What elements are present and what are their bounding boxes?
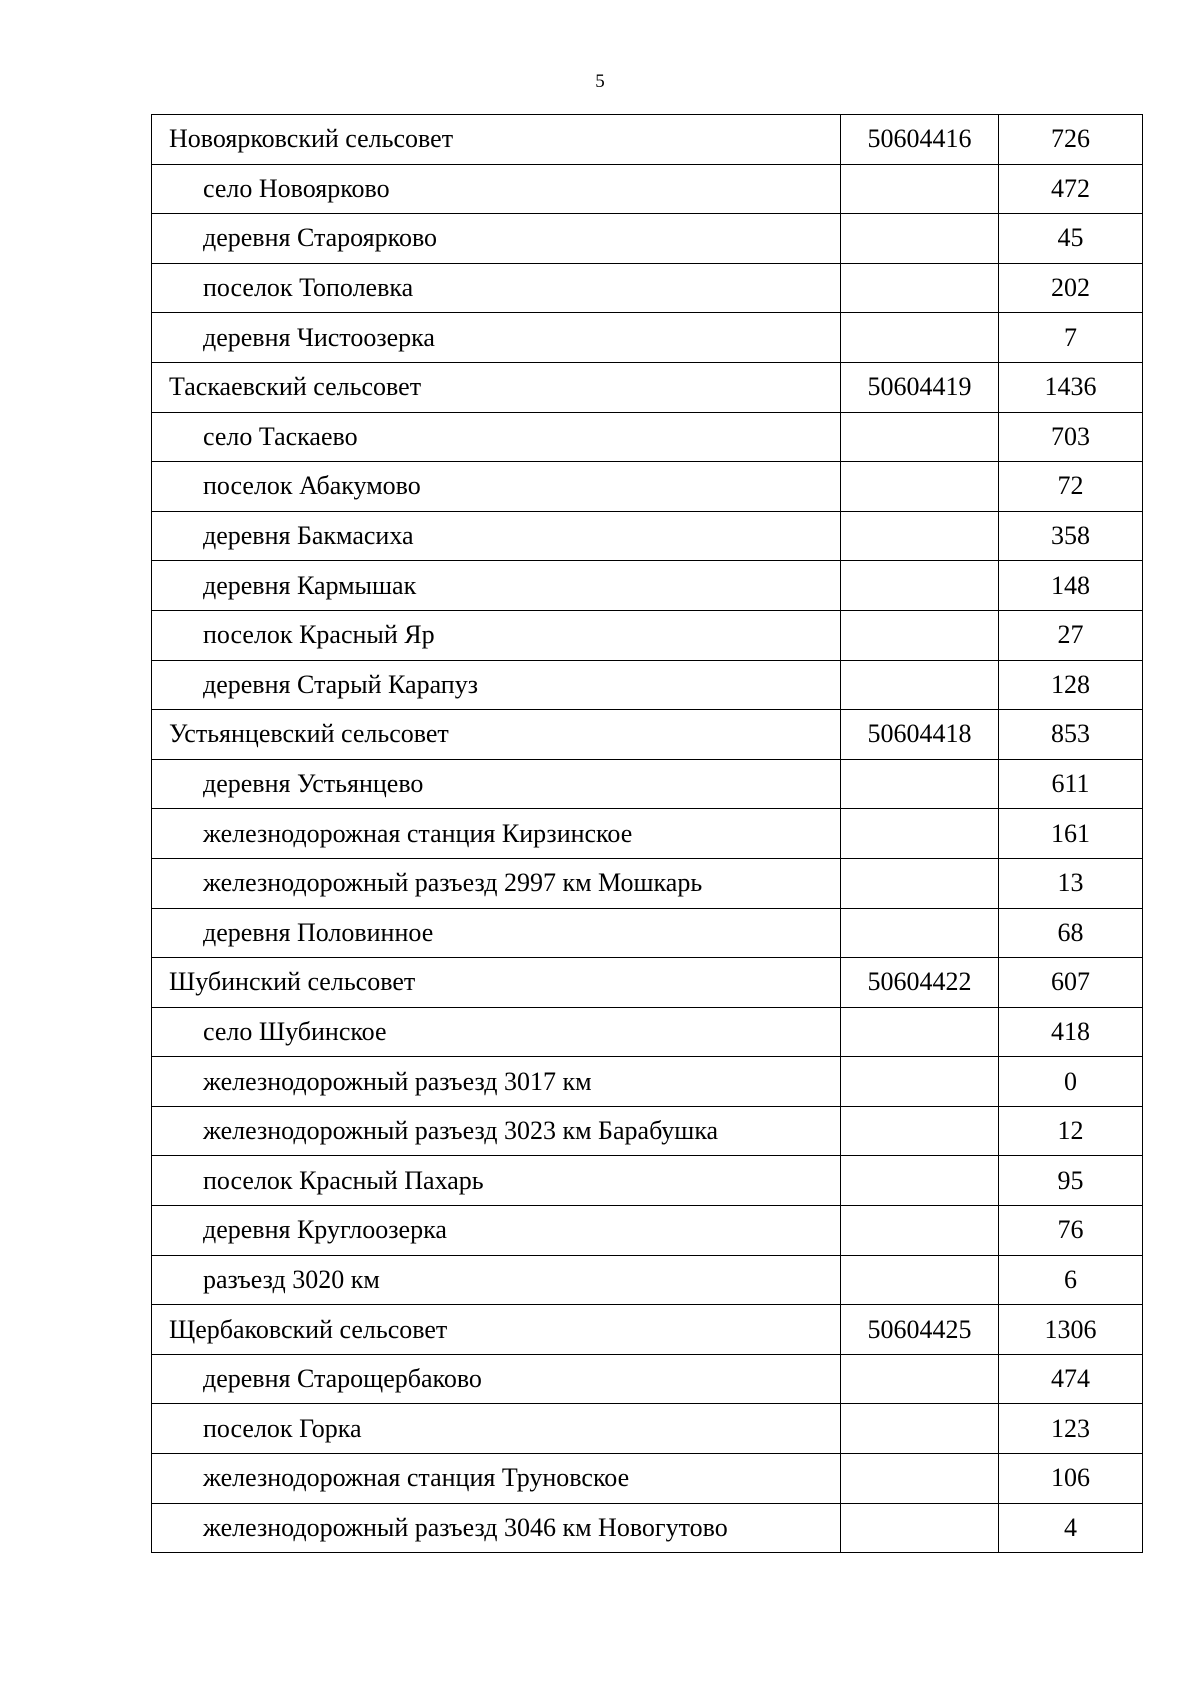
oktmo-code-cell: 50604425 bbox=[841, 1305, 999, 1355]
oktmo-code-cell bbox=[841, 858, 999, 908]
settlement-name-cell: деревня Круглоозерка bbox=[152, 1206, 841, 1256]
settlement-name-cell: железнодорожная станция Кирзинское bbox=[152, 809, 841, 859]
population-cell: 13 bbox=[999, 858, 1143, 908]
settlement-row bbox=[152, 858, 1143, 908]
population-cell: 1436 bbox=[999, 362, 1143, 412]
settlement-row bbox=[152, 1503, 1143, 1553]
oktmo-code-cell bbox=[841, 908, 999, 958]
population-cell: 472 bbox=[999, 164, 1143, 214]
population-cell: 607 bbox=[999, 958, 1143, 1008]
page-number: 5 bbox=[595, 71, 605, 92]
oktmo-code-cell: 50604422 bbox=[841, 958, 999, 1008]
settlement-name-cell: разъезд 3020 км bbox=[152, 1255, 841, 1305]
oktmo-code-cell bbox=[841, 1454, 999, 1504]
population-cell: 418 bbox=[999, 1007, 1143, 1057]
settlement-name-cell: деревня Старый Карапуз bbox=[152, 660, 841, 710]
council-name-cell: Новоярковский сельсовет bbox=[152, 115, 841, 165]
population-cell: 358 bbox=[999, 511, 1143, 561]
oktmo-code-cell bbox=[841, 1255, 999, 1305]
settlement-name-cell: село Таскаево bbox=[152, 412, 841, 462]
settlement-name-cell: село Новоярково bbox=[152, 164, 841, 214]
population-cell: 128 bbox=[999, 660, 1143, 710]
settlement-row bbox=[152, 1354, 1143, 1404]
oktmo-code-cell: 50604416 bbox=[841, 115, 999, 165]
settlement-name-cell: железнодорожная станция Труновское bbox=[152, 1454, 841, 1504]
settlement-name-cell: железнодорожный разъезд 3046 км Новогутово bbox=[152, 1503, 841, 1553]
settlement-name-cell: железнодорожный разъезд 2997 км Мошкарь bbox=[152, 858, 841, 908]
settlement-row bbox=[152, 1106, 1143, 1156]
settlement-name-cell: деревня Чистоозерка bbox=[152, 313, 841, 363]
settlement-row bbox=[152, 1404, 1143, 1454]
oktmo-code-cell bbox=[841, 561, 999, 611]
council-name-cell: Щербаковский сельсовет bbox=[152, 1305, 841, 1355]
settlement-row bbox=[152, 759, 1143, 809]
settlement-name-cell: поселок Горка bbox=[152, 1404, 841, 1454]
settlement-name-cell: железнодорожный разъезд 3023 км Барабушка bbox=[152, 1106, 841, 1156]
population-cell: 0 bbox=[999, 1057, 1143, 1107]
population-cell: 7 bbox=[999, 313, 1143, 363]
council-row bbox=[152, 115, 1143, 165]
settlement-row bbox=[152, 908, 1143, 958]
settlement-row bbox=[152, 511, 1143, 561]
settlement-row bbox=[152, 809, 1143, 859]
oktmo-code-cell bbox=[841, 214, 999, 264]
council-row bbox=[152, 958, 1143, 1008]
settlement-row bbox=[152, 561, 1143, 611]
settlement-name-cell: деревня Кармышак bbox=[152, 561, 841, 611]
settlement-name-cell: деревня Бакмасиха bbox=[152, 511, 841, 561]
population-cell: 611 bbox=[999, 759, 1143, 809]
settlement-name-cell: деревня Половинное bbox=[152, 908, 841, 958]
settlement-row bbox=[152, 1255, 1143, 1305]
population-cell: 106 bbox=[999, 1454, 1143, 1504]
oktmo-code-cell bbox=[841, 313, 999, 363]
population-cell: 68 bbox=[999, 908, 1143, 958]
settlement-name-cell: деревня Старощербаково bbox=[152, 1354, 841, 1404]
population-cell: 12 bbox=[999, 1106, 1143, 1156]
oktmo-code-cell bbox=[841, 511, 999, 561]
population-cell: 27 bbox=[999, 610, 1143, 660]
council-name-cell: Таскаевский сельсовет bbox=[152, 362, 841, 412]
settlement-row bbox=[152, 214, 1143, 264]
oktmo-code-cell: 50604418 bbox=[841, 710, 999, 760]
settlement-row bbox=[152, 1206, 1143, 1256]
settlement-row bbox=[152, 1454, 1143, 1504]
settlement-row bbox=[152, 412, 1143, 462]
council-name-cell: Устьянцевский сельсовет bbox=[152, 710, 841, 760]
settlement-name-cell: железнодорожный разъезд 3017 км bbox=[152, 1057, 841, 1107]
settlements-table bbox=[151, 114, 1143, 1553]
population-cell: 726 bbox=[999, 115, 1143, 165]
oktmo-code-cell bbox=[841, 610, 999, 660]
population-cell: 474 bbox=[999, 1354, 1143, 1404]
oktmo-code-cell bbox=[841, 1354, 999, 1404]
oktmo-code-cell bbox=[841, 1503, 999, 1553]
settlement-name-cell: поселок Красный Пахарь bbox=[152, 1156, 841, 1206]
population-cell: 95 bbox=[999, 1156, 1143, 1206]
population-cell: 161 bbox=[999, 809, 1143, 859]
settlement-row bbox=[152, 1156, 1143, 1206]
population-cell: 45 bbox=[999, 214, 1143, 264]
council-row bbox=[152, 710, 1143, 760]
settlement-row bbox=[152, 1057, 1143, 1107]
settlement-name-cell: деревня Устьянцево bbox=[152, 759, 841, 809]
council-name-cell: Шубинский сельсовет bbox=[152, 958, 841, 1008]
oktmo-code-cell bbox=[841, 809, 999, 859]
settlement-row bbox=[152, 1007, 1143, 1057]
settlement-name-cell: поселок Абакумово bbox=[152, 462, 841, 512]
oktmo-code-cell bbox=[841, 462, 999, 512]
population-cell: 148 bbox=[999, 561, 1143, 611]
settlement-row bbox=[152, 610, 1143, 660]
settlement-row bbox=[152, 164, 1143, 214]
settlement-row bbox=[152, 660, 1143, 710]
population-cell: 1306 bbox=[999, 1305, 1143, 1355]
oktmo-code-cell bbox=[841, 1057, 999, 1107]
population-cell: 6 bbox=[999, 1255, 1143, 1305]
oktmo-code-cell bbox=[841, 759, 999, 809]
oktmo-code-cell bbox=[841, 1206, 999, 1256]
population-cell: 4 bbox=[999, 1503, 1143, 1553]
settlement-row bbox=[152, 313, 1143, 363]
council-row bbox=[152, 1305, 1143, 1355]
settlement-name-cell: деревня Староярково bbox=[152, 214, 841, 264]
settlement-name-cell: поселок Красный Яр bbox=[152, 610, 841, 660]
settlement-row bbox=[152, 263, 1143, 313]
oktmo-code-cell bbox=[841, 1007, 999, 1057]
oktmo-code-cell: 50604419 bbox=[841, 362, 999, 412]
settlement-name-cell: поселок Тополевка bbox=[152, 263, 841, 313]
oktmo-code-cell bbox=[841, 1156, 999, 1206]
oktmo-code-cell bbox=[841, 660, 999, 710]
table-body bbox=[152, 115, 1143, 1553]
population-cell: 202 bbox=[999, 263, 1143, 313]
oktmo-code-cell bbox=[841, 412, 999, 462]
settlement-name-cell: село Шубинское bbox=[152, 1007, 841, 1057]
population-cell: 853 bbox=[999, 710, 1143, 760]
oktmo-code-cell bbox=[841, 1106, 999, 1156]
population-cell: 72 bbox=[999, 462, 1143, 512]
population-cell: 123 bbox=[999, 1404, 1143, 1454]
oktmo-code-cell bbox=[841, 263, 999, 313]
population-cell: 76 bbox=[999, 1206, 1143, 1256]
council-row bbox=[152, 362, 1143, 412]
settlement-row bbox=[152, 462, 1143, 512]
oktmo-code-cell bbox=[841, 164, 999, 214]
oktmo-code-cell bbox=[841, 1404, 999, 1454]
population-cell: 703 bbox=[999, 412, 1143, 462]
